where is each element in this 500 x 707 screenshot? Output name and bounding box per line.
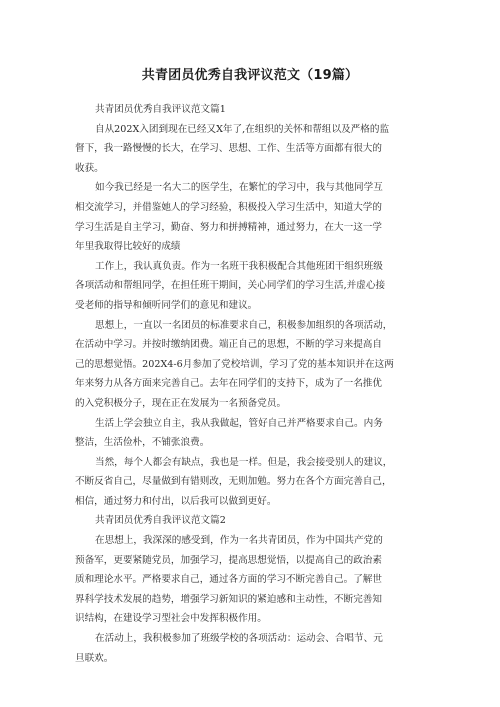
text-line: 自从202X入团到现在已经又X年了,在组织的关怀和帮组以及严格的监: [95, 123, 390, 135]
text-line: 的入党积极分子，现在正在发展为一名预备党员。: [75, 397, 287, 409]
text-line: 在活动上，我积极参加了班级学校的各项活动：运动会、合唱节、元: [95, 633, 383, 645]
text-line: 工作上，我认真负责。作为一名班干我积极配合其他班团干组织班级: [95, 260, 383, 272]
text-line: 思想上，一直以一名团员的标准要求自己，积极参加组织的各项活动，: [95, 319, 393, 331]
text-line: 年来努力从各方面来完善自己。去年在同学们的支持下，成为了一名推优: [75, 378, 382, 390]
text-line: 相信，通过努力和付出，以后我可以做到更好。: [75, 495, 277, 507]
text-line: 督下，我一路慢慢的长大，在学习、思想、工作、生活等方面都有很大的: [75, 143, 382, 155]
text-line: 不断反省自己，尽量做到有错则改，无则加勉。努力在各个方面完善自己，: [75, 476, 392, 488]
text-line: 相交流学习，并借鉴她人的学习经验，积极投入学习生活中，知道大学的: [75, 201, 382, 213]
document-body: [75, 100, 427, 668]
text-line: 受老师的指导和倾听同学们的意见和建议。: [75, 299, 258, 311]
text-line: 界科学技术发展的趋势，增强学习新知识的紧迫感和主动性，不断完善知: [75, 593, 382, 605]
text-line: 旦联欢。: [75, 652, 114, 664]
text-line: 预备军，更要紧随党员，加强学习，提高思想觉悟，以提高自己的政治素: [75, 554, 382, 566]
text-line: 如今我已经是一名大二的医学生，在繁忙的学习中，我与其他同学互: [95, 182, 383, 194]
text-line: 学习生活是自主学习，勤奋、努力和拼搏精神，通过努力，在大一这一学: [75, 221, 382, 233]
text-line: 收获。: [75, 162, 104, 174]
text-line: 整洁，生活俭朴，不铺张浪费。: [75, 437, 210, 449]
text-line: 质和理论水平。严格要求自己，通过各方面的学习不断完善自己。了解世: [75, 574, 382, 586]
document-title: 共青团员优秀自我评议范文（19篇）: [141, 68, 359, 83]
text-line: 己的思想觉悟。202X4-6月参加了党校培训，学习了党的基本知识并在这两: [75, 358, 394, 370]
text-line: 在活动中学习。并按时缴纳团费。端正自己的思想，不断的学习来提高自: [75, 339, 382, 351]
text-line: 共青团员优秀自我评议范文篇1: [95, 104, 226, 115]
text-line: 在思想上，我深深的感受到，作为一名共青团员，作为中国共产党的: [95, 535, 383, 547]
text-line: 识结构，在建设学习型社会中发挥积极作用。: [75, 613, 267, 625]
text-line: 各项活动和帮组同学，在担任班干期间，关心同学们的学习生活,并虚心接: [75, 280, 386, 292]
text-line: 共青团员优秀自我评议范文篇2: [95, 515, 226, 527]
text-line: 当然，每个人都会有缺点，我也是一样。但是，我会接受别人的建议，: [95, 456, 393, 468]
text-line: 年里我取得比较好的成绩: [75, 241, 181, 253]
text-line: 生活上学会独立自主，我从我做起，管好自己并严格要求自己。内务: [95, 417, 383, 429]
